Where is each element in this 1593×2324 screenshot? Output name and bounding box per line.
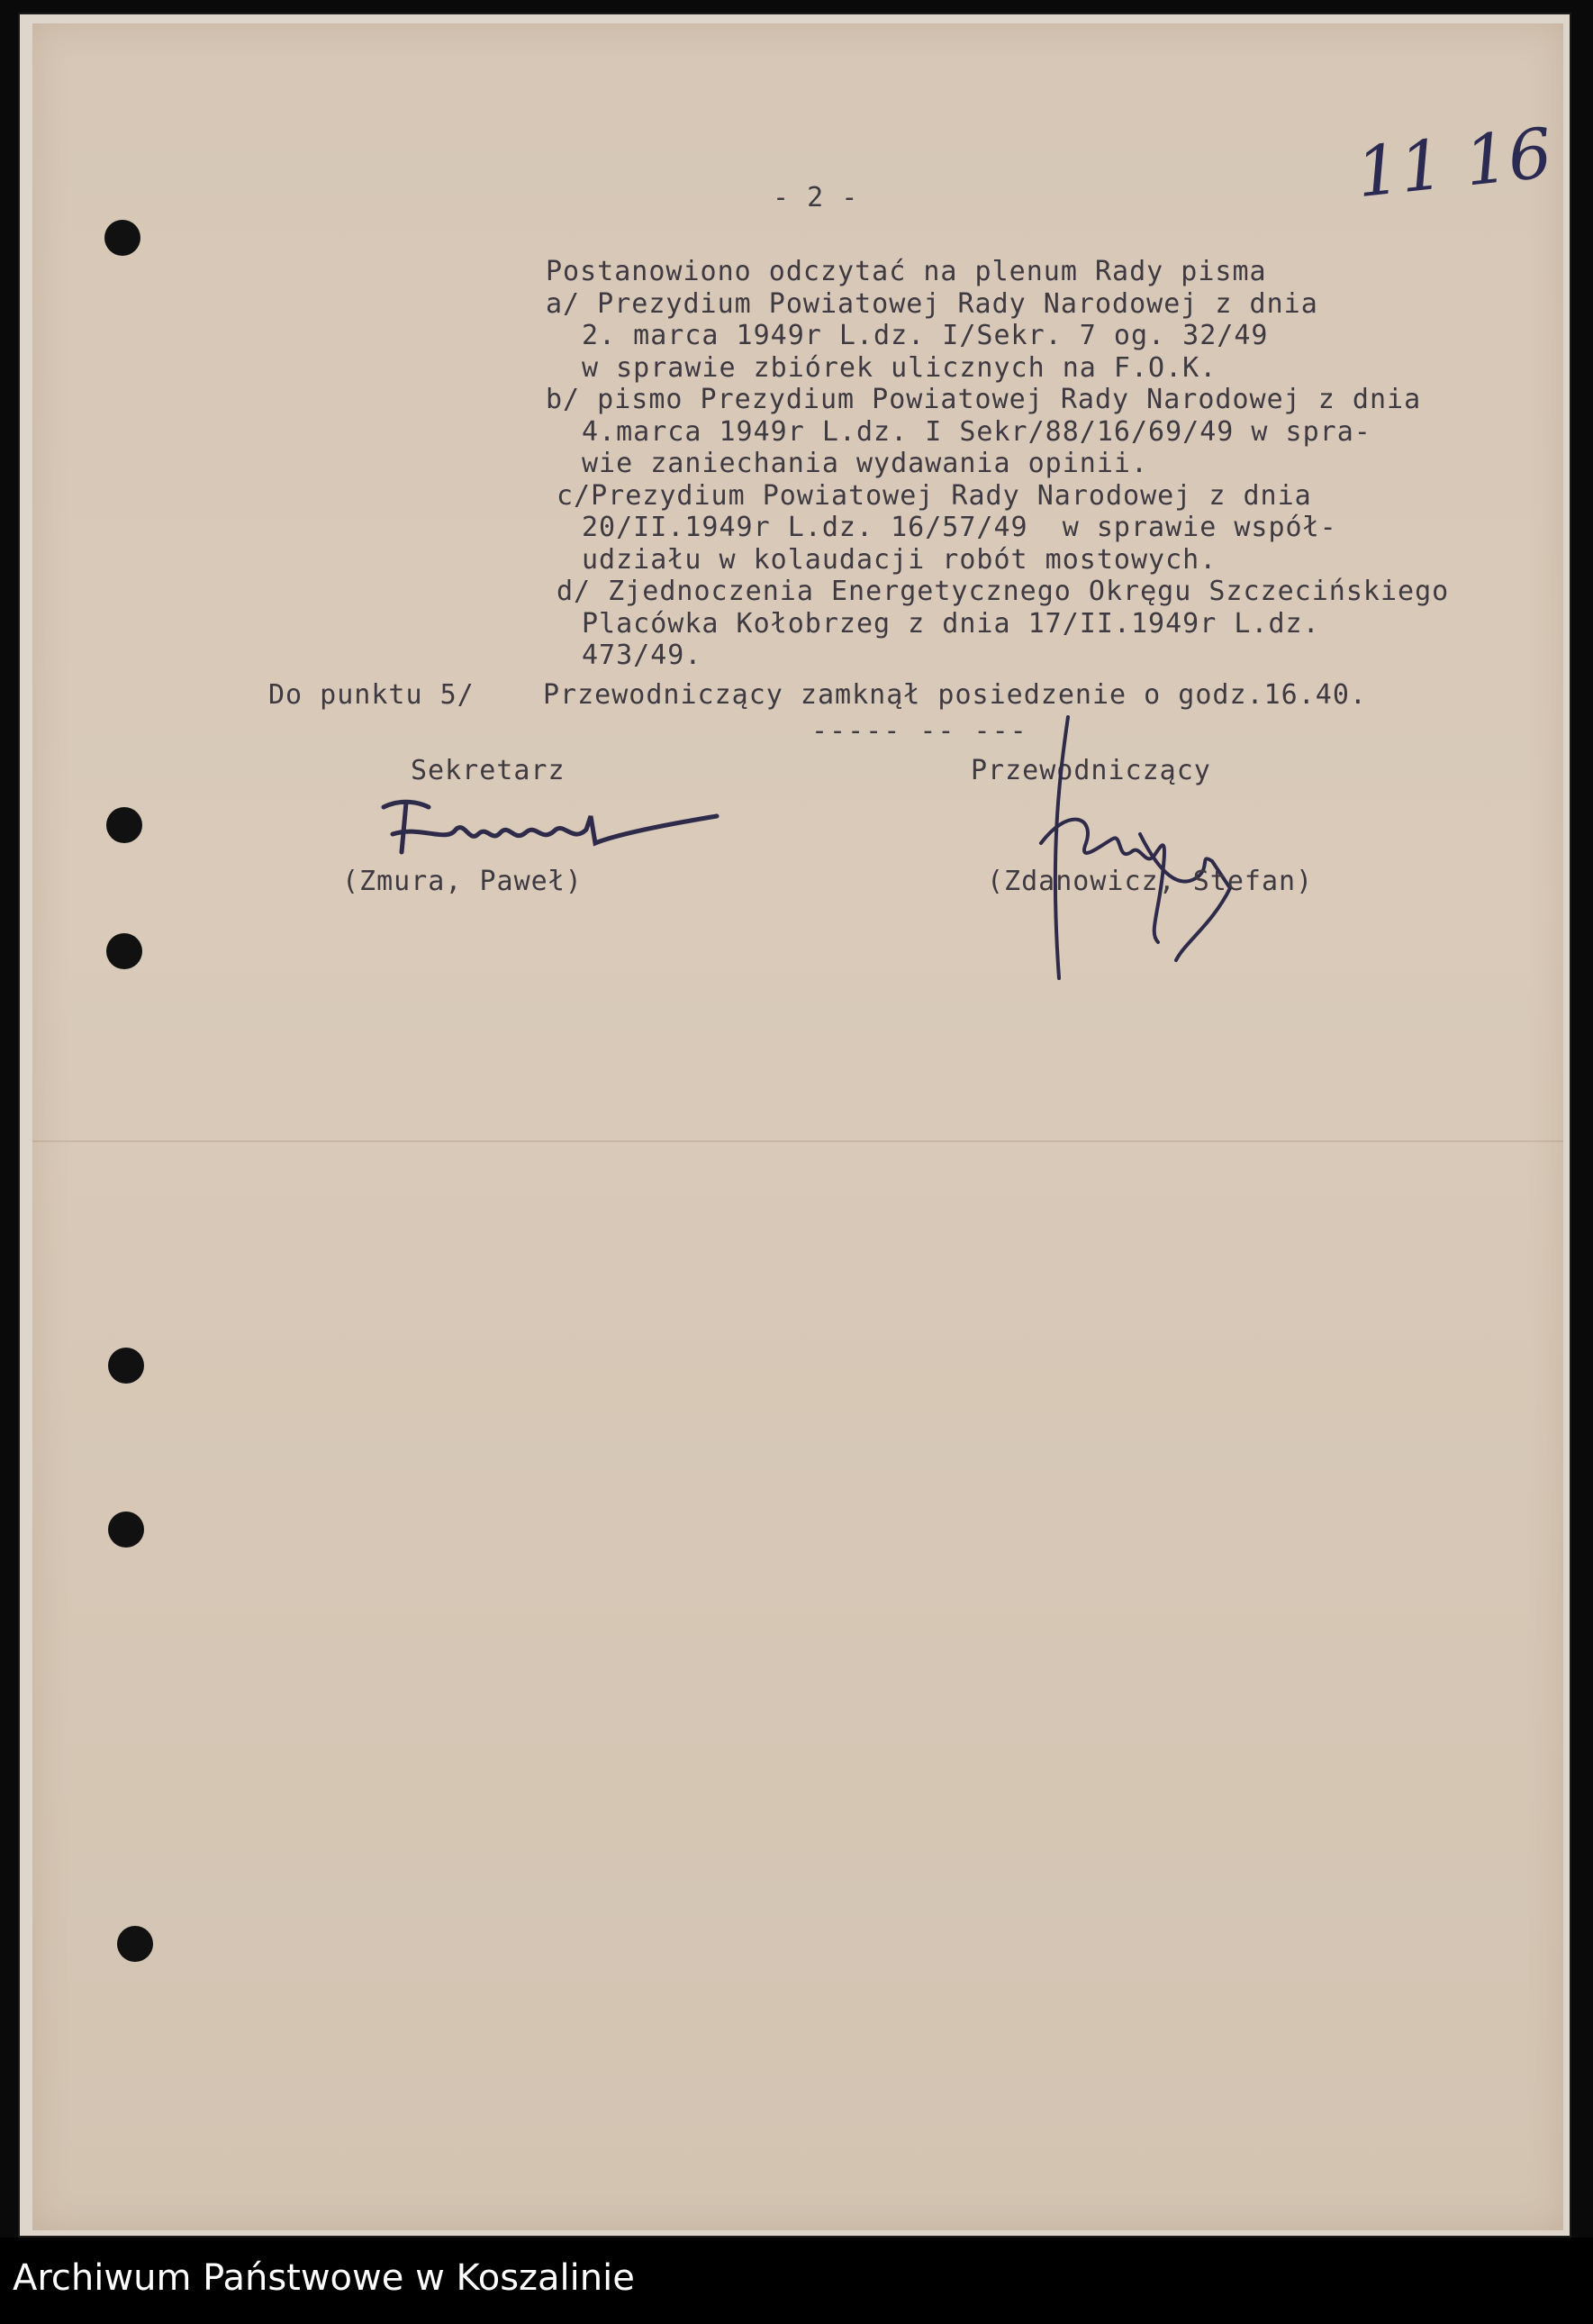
decision-item-a: a/ Prezydium Powiatowej Rady Narodowej z dnia xyxy=(546,287,1318,320)
closing-statement: Do punktu 5/ Przewodniczący zamknął posiedzenie o godz.16.40. xyxy=(268,679,1367,711)
punch-hole xyxy=(106,807,142,843)
page-number: - 2 - xyxy=(773,182,859,213)
decision-item-b-line: 4.marca 1949r L.dz. I Sekr/88/16/69/49 w spra- xyxy=(582,415,1371,448)
scan-frame xyxy=(18,13,1571,2238)
punch-hole xyxy=(104,220,140,256)
secretary-signature xyxy=(366,780,744,879)
decision-item-c-line: 20/II.1949r L.dz. 16/57/49 w sprawie współ- xyxy=(582,512,1337,543)
decision-item-b-line: wie zaniechania wydawania opinii. xyxy=(582,448,1149,479)
decision-item-d-line: 473/49. xyxy=(582,640,702,671)
closing-rule: ----- -- --- xyxy=(811,715,1028,747)
decision-item-b: b/ pismo Prezydium Powiatowej Rady Narodowej z dnia xyxy=(546,384,1422,415)
secretary-name: (Zmura, Paweł) xyxy=(342,866,583,897)
chairman-role-label: Przewodniczący xyxy=(971,755,1211,786)
punch-hole xyxy=(106,933,142,969)
chairman-name: (Zdanowicz, Stefan) xyxy=(987,866,1314,897)
decision-item-d-line: Placówka Kołobrzeg z dnia 17/II.1949r L.dz. xyxy=(582,607,1320,640)
punch-hole xyxy=(108,1512,144,1548)
decision-item-a-line: 2. marca 1949r L.dz. I/Sekr. 7 og. 32/49 xyxy=(582,320,1269,351)
punch-hole xyxy=(117,1926,153,1962)
decision-item-a-line: w sprawie zbiórek ulicznych na F.O.K. xyxy=(582,351,1217,384)
document-page xyxy=(32,23,1563,2230)
punch-hole xyxy=(108,1348,144,1384)
handwritten-folio-number: 11 16 xyxy=(1352,112,1556,213)
decision-paragraph xyxy=(546,256,1449,672)
decision-intro-line: Postanowiono odczytać na plenum Rady pisma xyxy=(546,256,1267,287)
secretary-role-label: Sekretarz xyxy=(411,755,566,786)
archive-footer-bar xyxy=(0,2238,1593,2324)
decision-item-d: d/ Zjednoczenia Energetycznego Okręgu Szczecińskiego xyxy=(557,576,1450,607)
archive-name: Archiwum Państwowe w Koszalinie xyxy=(13,2257,635,2299)
decision-item-c-line: udziału w kolaudacji robót mostowych. xyxy=(582,543,1217,576)
chairman-signature xyxy=(1005,708,1275,996)
decision-item-c: c/Prezydium Powiatowej Rady Narodowej z dnia xyxy=(557,479,1312,512)
paper-fold-line xyxy=(32,1140,1563,1142)
